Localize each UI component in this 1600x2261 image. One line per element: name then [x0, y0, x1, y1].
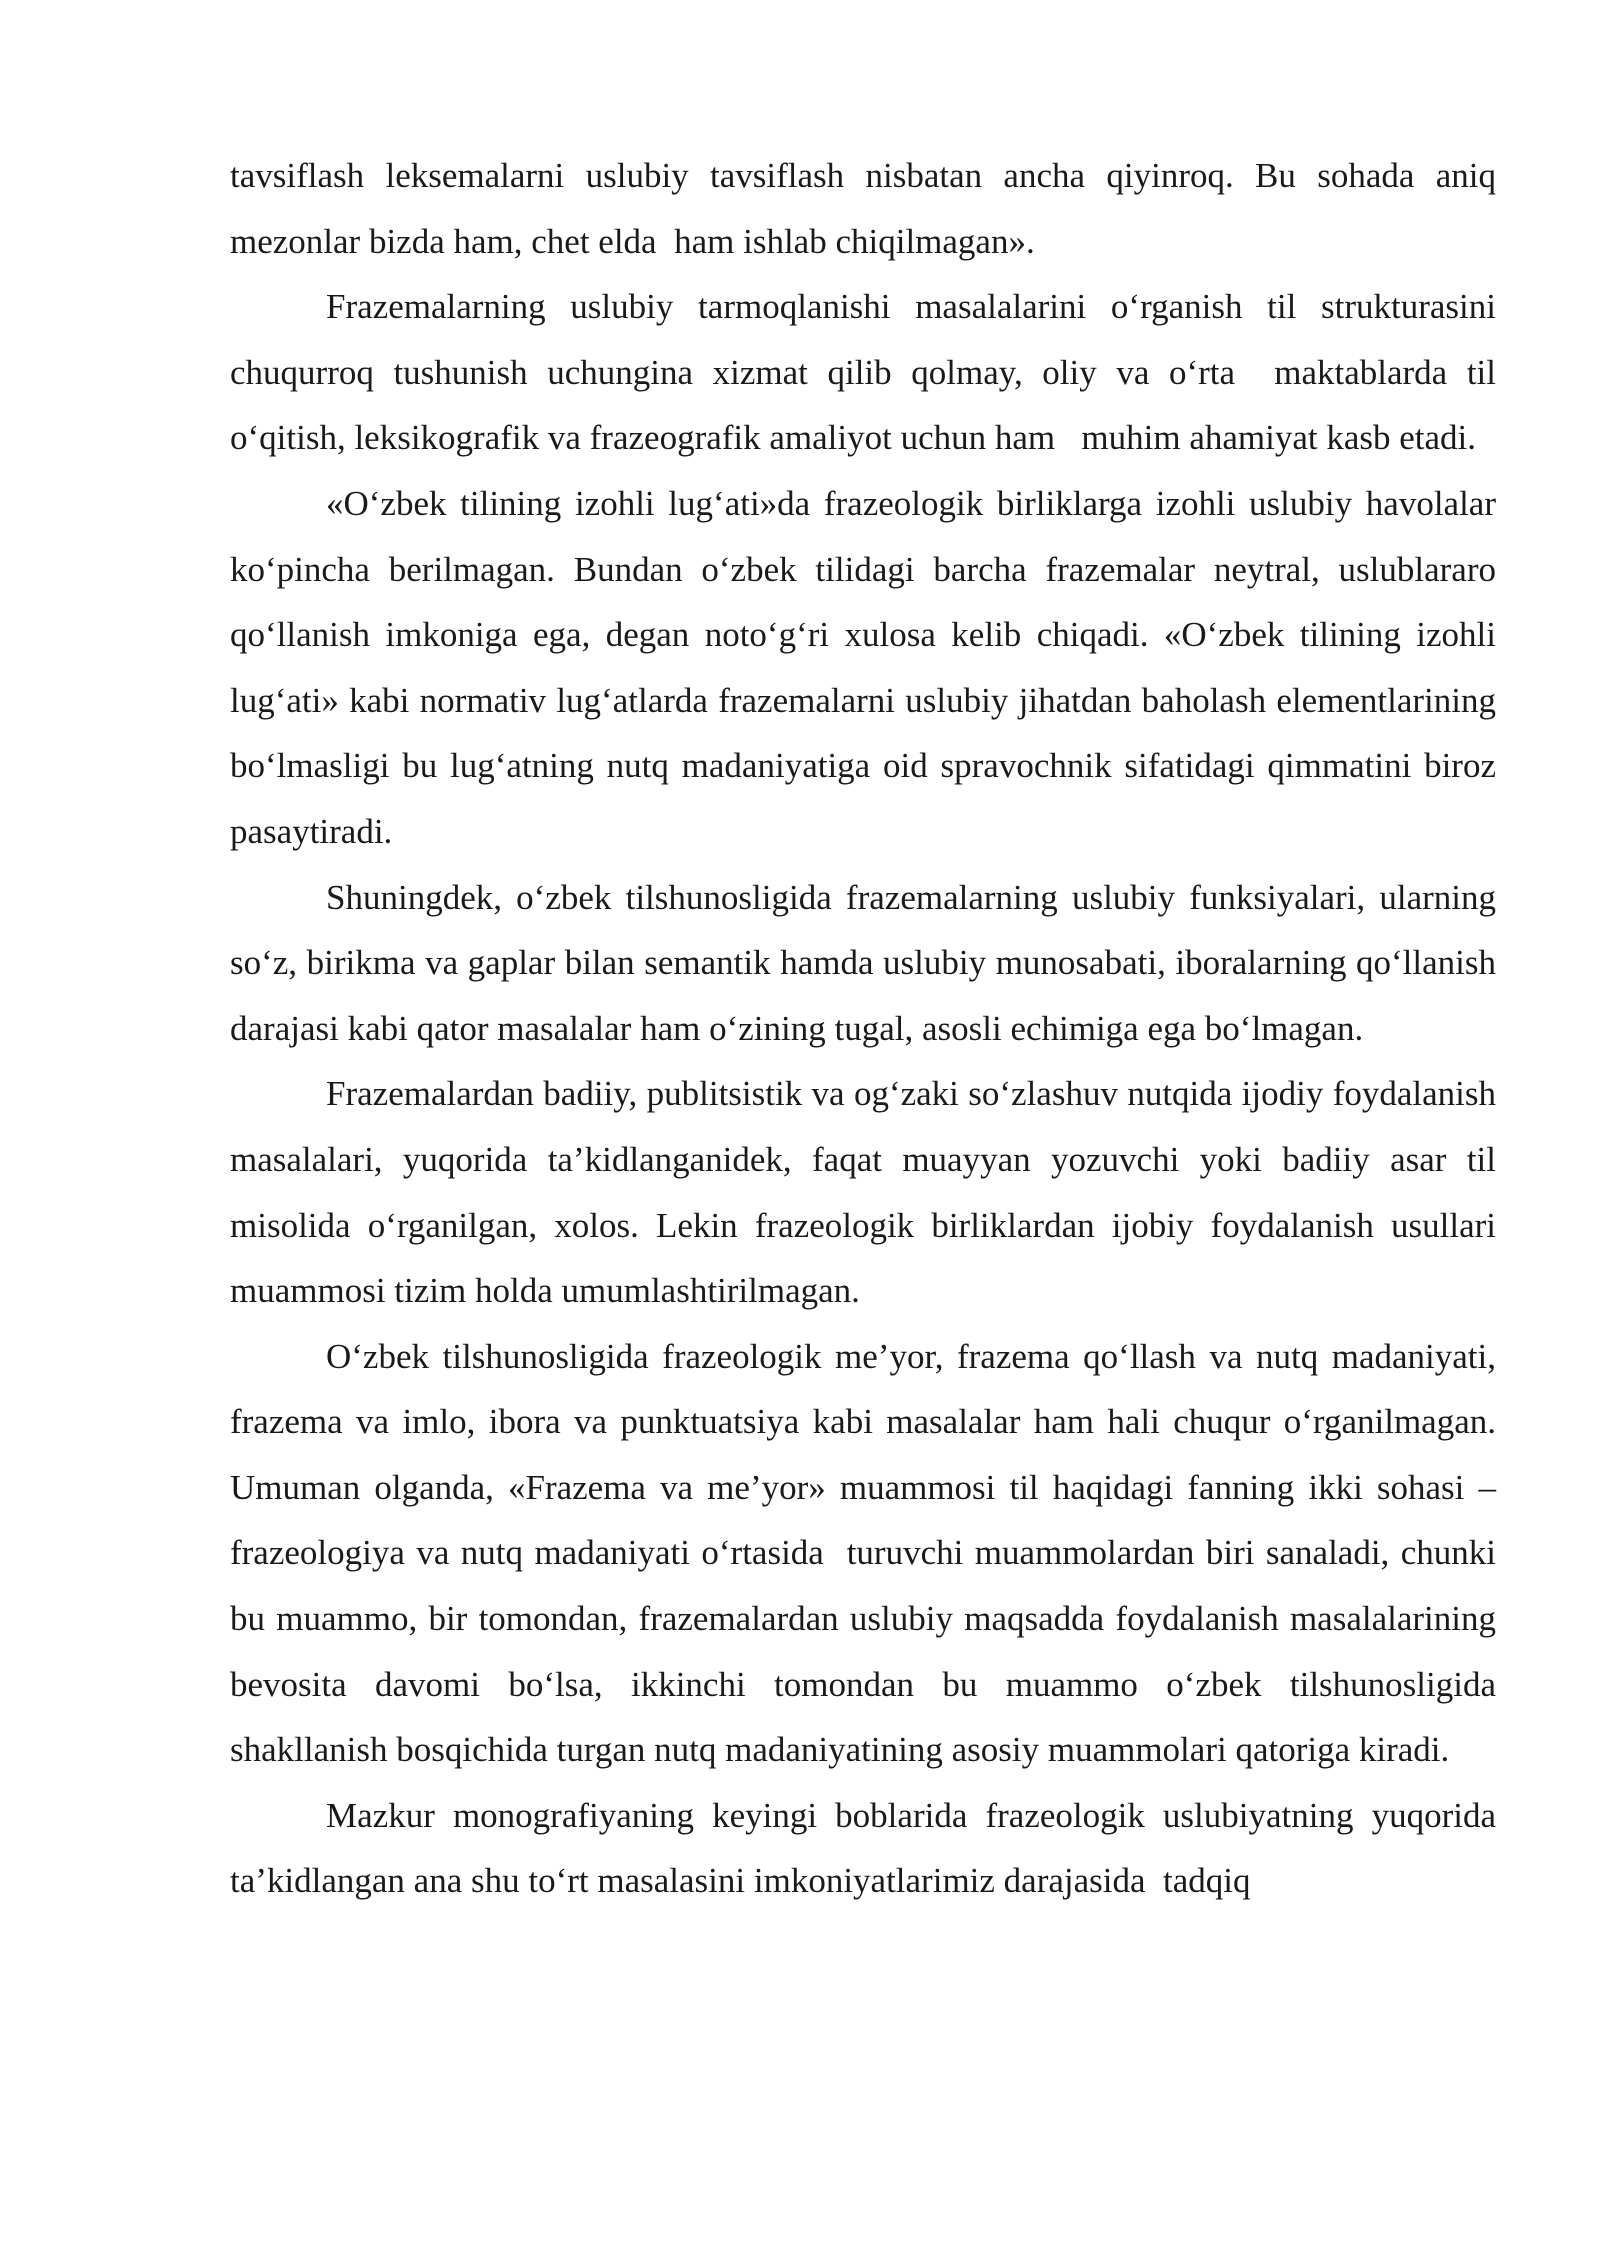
paragraph: O‘zbek tilshunosligida frazeologik me’yor, frazema qo‘llash va nutq madaniyati, frazema va imlo, ibora va punktuatsiya kabi masalalar ham hali chuqur o‘rganilmagan. Umuman olganda, «Frazema va me’yor» muammosi til haqidagi fanning ikki sohasi – frazeologiya va nutq madaniyati o‘rtasida turuvchi muammolardan biri sanaladi, chunki bu muammo, bir tomondan, frazemalardan uslubiy maqsadda foydalanish masalalarining bevosita davomi bo‘lsa, ikkinchi tomondan bu muammo o‘zbek tilshunosligida shakllanish bosqichida turgan nutq madaniyatining asosiy muammolari qatoriga kiradi. — [230, 1336, 1505, 1770]
paragraph: Frazemalardan badiiy, publitsistik va og‘zaki so‘zlashuv nutqida ijodiy foydalanish masalalari, yuqorida ta’kidlanganidek, faqat muayyan yozuvchi yoki badiiy asar til misolida o‘rganilgan, xolos. Lekin frazeologik birliklardan ijobiy foydalanish usullari muammosi tizim holda umumlashtirilmagan. — [230, 1074, 1505, 1311]
paragraph: «O‘zbek tilining izohli lug‘ati»da frazeologik birliklarga izohli uslubiy havolalar ko‘pincha berilmagan. Bundan o‘zbek tilidagi barcha frazemalar neytral, uslublararo qo‘llanish imkoniga ega, degan noto‘g‘ri xulosa kelib chiqadi. «O‘zbek tilining izohli lug‘ati» kabi normativ lug‘atlarda frazemalarni uslubiy jihatdan baholash elementlarining bo‘lmasligi bu lug‘atning nutq madaniyatiga oid spravochnik sifatidagi qimmatini biroz pasaytiradi. — [230, 483, 1505, 851]
paragraph-continued: Mazkur monografiyaning keyingi boblarida frazeologik uslubiyatning yuqorida ta’kidlangan ana shu to‘rt masalasini imkoniyatlarimiz darajasida tadqiq — [230, 1795, 1505, 1901]
paragraph: Frazemalarning uslubiy tarmoqlanishi masalalarini o‘rganish til strukturasini chuqurroq tushunish uchungina xizmat qilib qolmay, oliy va o‘rta maktablarda til o‘qitish, leksikografik va frazeografik amaliyot uchun ham muhim ahamiyat kasb etadi. — [230, 287, 1505, 458]
paragraph-continuation: tavsiflash leksemalarni uslubiy tavsiflash nisbatan ancha qiyinroq. Bu sohada aniq mezonlar bizda ham, chet elda ham ishlab chiqilmagan». — [230, 156, 1505, 261]
paragraph: Shuningdek, o‘zbek tilshunosligida frazemalarning uslubiy funksiyalari, ularning so‘z, birikma va gaplar bilan semantik hamda uslubiy munosabati, iboralarning qo‘llanish darajasi kabi qator masalalar ham o‘zining tugal, asosli echimiga ega bo‘lmagan. — [230, 877, 1505, 1048]
document-body — [230, 143, 1505, 1914]
